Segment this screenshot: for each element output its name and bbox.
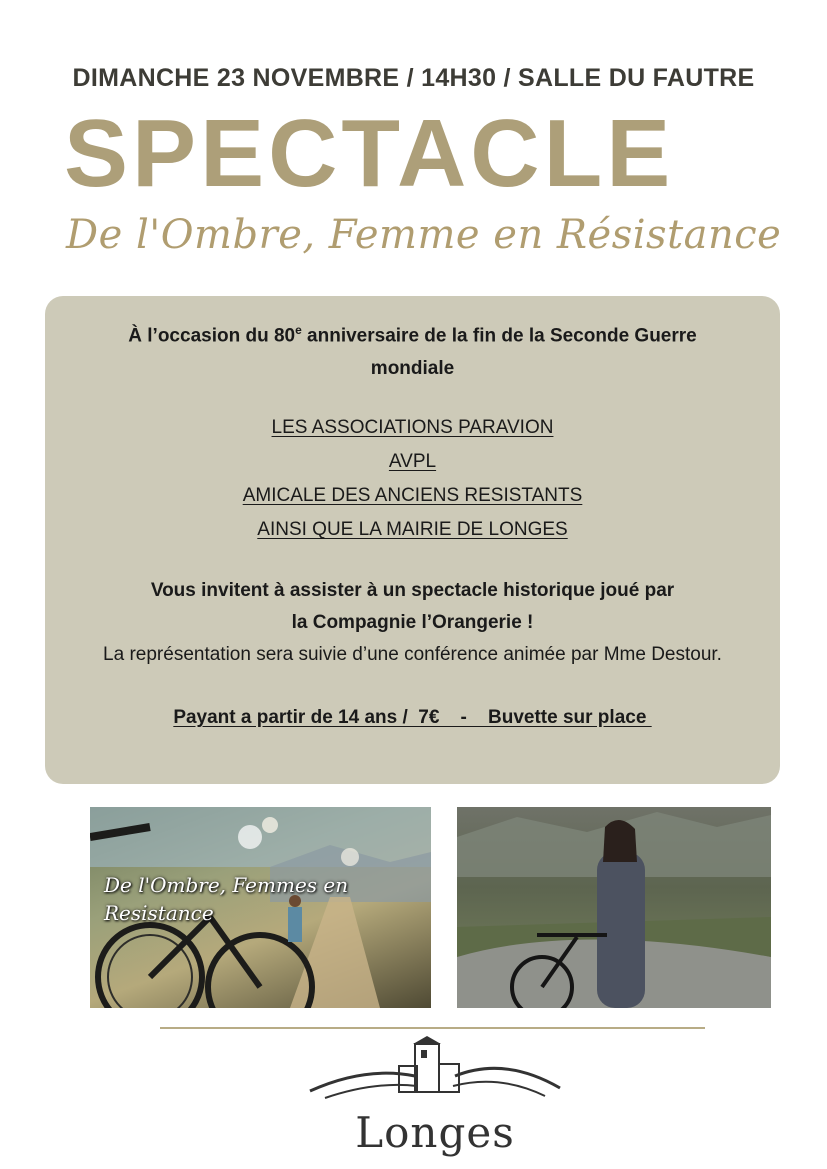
occasion-text — [85, 314, 740, 385]
conference-text: La représentation sera suivie d’une conférence animée par Mme Destour. — [103, 644, 722, 666]
info-box — [45, 296, 780, 784]
longes-logo — [305, 1036, 565, 1156]
event-date-line: DIMANCHE 23 NOVEMBRE / 14H30 / SALLE DU FAUTRE — [72, 64, 755, 92]
photo-caption-line: Resistance — [104, 901, 214, 925]
occasion-text-start: À l’occasion du 80 — [128, 325, 296, 347]
invitation-line: Vous invitent à assister à un spectacle historique joué par — [150, 580, 675, 602]
association-item: AINSI QUE LA MAIRIE DE LONGES — [257, 519, 568, 541]
invitation-line: la Compagnie l’Orangerie ! — [291, 612, 534, 634]
association-item: AVPL — [388, 451, 437, 473]
page-title: SPECTACLE — [64, 100, 675, 207]
invitation-text — [45, 575, 780, 639]
associations-list — [45, 411, 780, 547]
photo-right-illustration — [457, 807, 771, 1008]
photo-caption-line: De l'Ombre, Femmes en — [104, 873, 349, 897]
price-line: Payant a partir de 14 ans / 7€ - Buvette sur place — [173, 707, 652, 729]
occasion-superscript: e — [295, 323, 302, 337]
association-item: AMICALE DES ANCIENS RESISTANTS — [242, 485, 583, 507]
show-subtitle: De l'Ombre, Femme en Résistance — [66, 212, 782, 258]
photo-woman-bicycle — [457, 807, 771, 1008]
photo-cyclist-orchard — [90, 807, 431, 1008]
photo-caption — [104, 871, 404, 927]
association-item: LES ASSOCIATIONS PARAVION — [271, 417, 554, 439]
logo-text: Longes — [355, 1108, 515, 1157]
occasion-text-end: anniversaire de la fin de la Seconde Guerre mondiale — [301, 325, 697, 380]
divider — [160, 1027, 705, 1029]
village-hills-logo-icon — [305, 1036, 565, 1116]
